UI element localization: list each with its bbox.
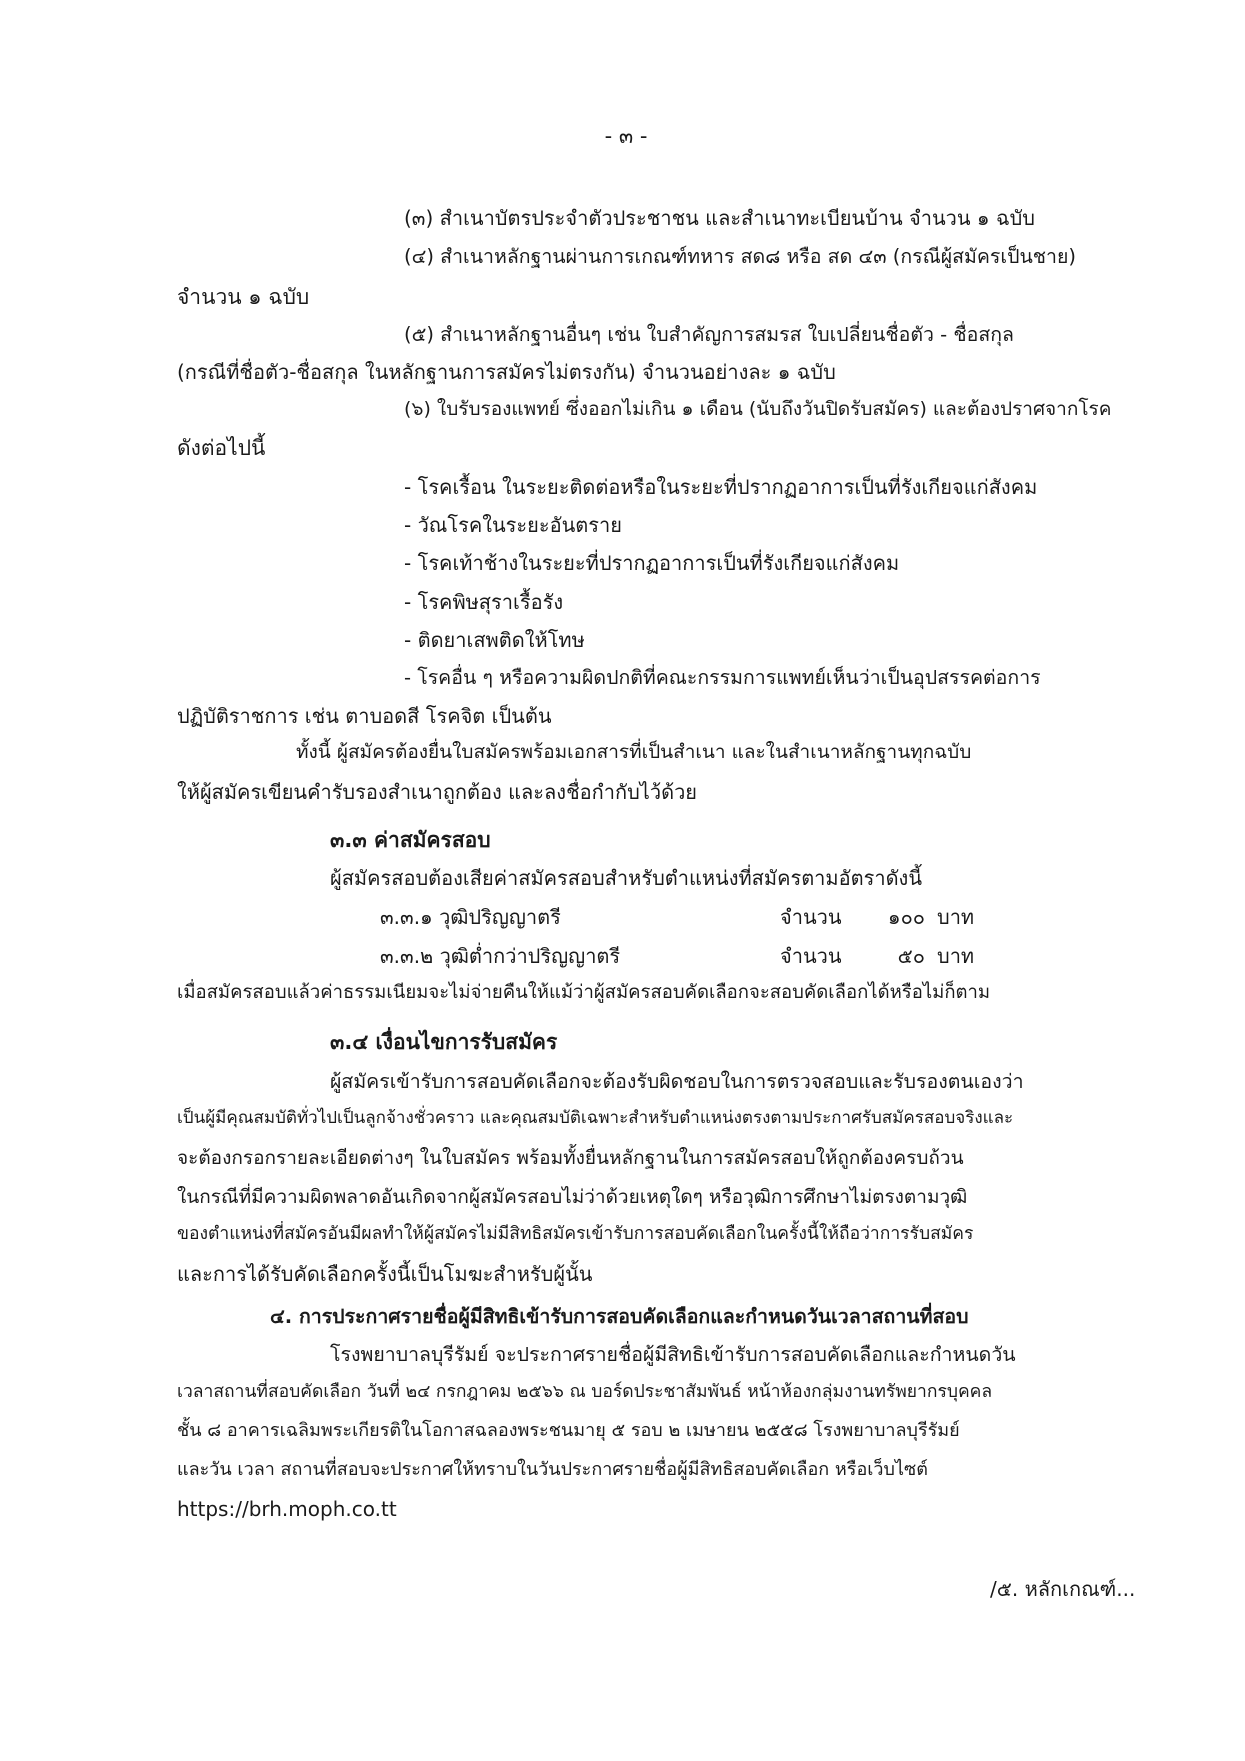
conditions-line: เป็นผู้มีคุณสมบัติทั่วไปเป็นลูกจ้างชั่วคราว และคุณสมบัติเฉพาะสำหรับตำแหน่งตรงตามประกาศรับสมัครสอบจริงและ bbox=[177, 1108, 1014, 1128]
disease-item: - โรคเรื้อน ในระยะติดต่อหรือในระยะที่ปรากฏอาการเป็นที่รังเกียจแก่สังคม bbox=[404, 475, 1038, 499]
fee-qty: จำนวน bbox=[780, 944, 842, 968]
fee-label: ๓.๓.๒ วุฒิต่ำกว่าปริญญาตรี bbox=[380, 944, 621, 968]
conditions-line: และการได้รับคัดเลือกครั้งนี้เป็นโมฆะสำหรับผู้นั้น bbox=[177, 1262, 593, 1286]
doc-item-6-cont: ดังต่อไปนี้ bbox=[177, 436, 266, 460]
copy-note: ทั้งนี้ ผู้สมัครต้องยื่นใบสมัครพร้อมเอกสารที่เป็นสำเนา และในสำเนาหลักฐานทุกฉบับ bbox=[296, 741, 972, 763]
disease-item: - วัณโรคในระยะอันตราย bbox=[404, 513, 622, 537]
fee-unit: บาท bbox=[937, 905, 975, 929]
page-number: - ๓ - bbox=[604, 124, 648, 148]
conditions-line: ของตำแหน่งที่สมัครอันมีผลทำให้ผู้สมัครไม่มีสิทธิสมัครเข้ารับการสอบคัดเลือกในครั้งนี้ให้ถือว่าการรับสมัคร bbox=[177, 1224, 974, 1244]
announcement-line: เวลาสถานที่สอบคัดเลือก วันที่ ๒๔ กรกฎาคม ๒๕๖๖ ณ บอร์ดประชาสัมพันธ์ หน้าห้องกลุ่มงานทรัพยากรบุคคล bbox=[177, 1382, 993, 1402]
announcement-url: https://brh.moph.co.tt bbox=[177, 1497, 397, 1521]
announcement-line: ชั้น ๘ อาคารเฉลิมพระเกียรติในโอกาสฉลองพระชนมายุ ๕ รอบ ๒ เมษายน ๒๕๕๘ โรงพยาบาลบุรีรัมย์ bbox=[177, 1420, 960, 1441]
doc-item-5: (๕) สำเนาหลักฐานอื่นๆ เช่น ใบสำคัญการสมรส ใบเปลี่ยนชื่อตัว - ชื่อสกุล bbox=[404, 323, 1014, 346]
disease-item: - โรคอื่น ๆ หรือความผิดปกติที่คณะกรรมการแพทย์เห็นว่าเป็นอุปสรรคต่อการ bbox=[404, 666, 1041, 689]
disease-item: - ติดยาเสพติดให้โทษ bbox=[404, 628, 585, 652]
announcement-heading: ๔. การประกาศรายชื่อผู้มีสิทธิเข้ารับการสอบคัดเลือกและกำหนดวันเวลาสถานที่สอบ bbox=[270, 1305, 969, 1328]
disease-item: - โรคพิษสุราเรื้อรัง bbox=[404, 590, 564, 614]
doc-item-4-cont: จำนวน ๑ ฉบับ bbox=[177, 285, 310, 309]
conditions-line: ผู้สมัครเข้ารับการสอบคัดเลือกจะต้องรับผิดชอบในการตรวจสอบและรับรองตนเองว่า bbox=[330, 1070, 1024, 1093]
fee-heading: ๓.๓ ค่าสมัครสอบ bbox=[330, 828, 491, 852]
fee-label: ๓.๓.๑ วุฒิปริญญาตรี bbox=[380, 905, 561, 929]
doc-item-6: (๖) ใบรับรองแพทย์ ซึ่งออกไม่เกิน ๑ เดือน (นับถึงวันปิดรับสมัคร) และต้องปราศจากโรค bbox=[404, 398, 1112, 420]
fee-amount: ๕๐ bbox=[897, 944, 925, 968]
fee-qty: จำนวน bbox=[780, 905, 842, 929]
doc-item-4: (๔) สำเนาหลักฐานผ่านการเกณฑ์ทหาร สด๘ หรือ สด ๔๓ (กรณีผู้สมัครเป็นชาย) bbox=[404, 245, 1076, 268]
doc-item-3: (๓) สำเนาบัตรประจำตัวประชาชน และสำเนาทะเบียนบ้าน จำนวน ๑ ฉบับ bbox=[404, 206, 1035, 230]
announcement-line: โรงพยาบาลบุรีรัมย์ จะประกาศรายชื่อผู้มีสิทธิเข้ารับการสอบคัดเลือกและกำหนดวัน bbox=[330, 1343, 1016, 1366]
fee-intro: ผู้สมัครสอบต้องเสียค่าสมัครสอบสำหรับตำแหน่งที่สมัครตามอัตราดังนี้ bbox=[330, 866, 922, 890]
doc-item-5-cont: (กรณีที่ชื่อตัว-ชื่อสกุล ในหลักฐานการสมัครไม่ตรงกัน) จำนวนอย่างละ ๑ ฉบับ bbox=[177, 360, 836, 384]
disease-item: - โรคเท้าช้างในระยะที่ปรากฏอาการเป็นที่รังเกียจแก่สังคม bbox=[404, 551, 900, 575]
conditions-line: ในกรณีที่มีความผิดพลาดอันเกิดจากผู้สมัครสอบไม่ว่าด้วยเหตุใดๆ หรือวุฒิการศึกษาไม่ตรงตามวุฒิ bbox=[177, 1186, 968, 1208]
footer-continue: /๕. หลักเกณฑ์... bbox=[990, 1577, 1136, 1601]
conditions-heading: ๓.๔ เงื่อนไขการรับสมัคร bbox=[330, 1030, 558, 1054]
announcement-line: และวัน เวลา สถานที่สอบจะประกาศให้ทราบในวันประกาศรายชื่อผู้มีสิทธิสอบคัดเลือก หรือเว็บไซต์ bbox=[177, 1459, 928, 1480]
fee-amount: ๑๐๐ bbox=[887, 905, 925, 929]
fee-refund-note: เมื่อสมัครสอบแล้วค่าธรรมเนียมจะไม่จ่ายคืนให้แม้ว่าผู้สมัครสอบคัดเลือกจะสอบคัดเลือกได้หรือไม่ก็ตาม bbox=[177, 982, 991, 1003]
disease-item-cont: ปฏิบัติราชการ เช่น ตาบอดสี โรคจิต เป็นต้น bbox=[177, 704, 552, 728]
conditions-line: จะต้องกรอกรายละเอียดต่างๆ ในใบสมัคร พร้อมทั้งยื่นหลักฐานในการสมัครสอบให้ถูกต้องครบถ้วน bbox=[177, 1147, 964, 1169]
copy-note-cont: ให้ผู้สมัครเขียนคำรับรองสำเนาถูกต้อง และลงชื่อกำกับไว้ด้วย bbox=[177, 780, 698, 804]
fee-unit: บาท bbox=[937, 944, 975, 968]
